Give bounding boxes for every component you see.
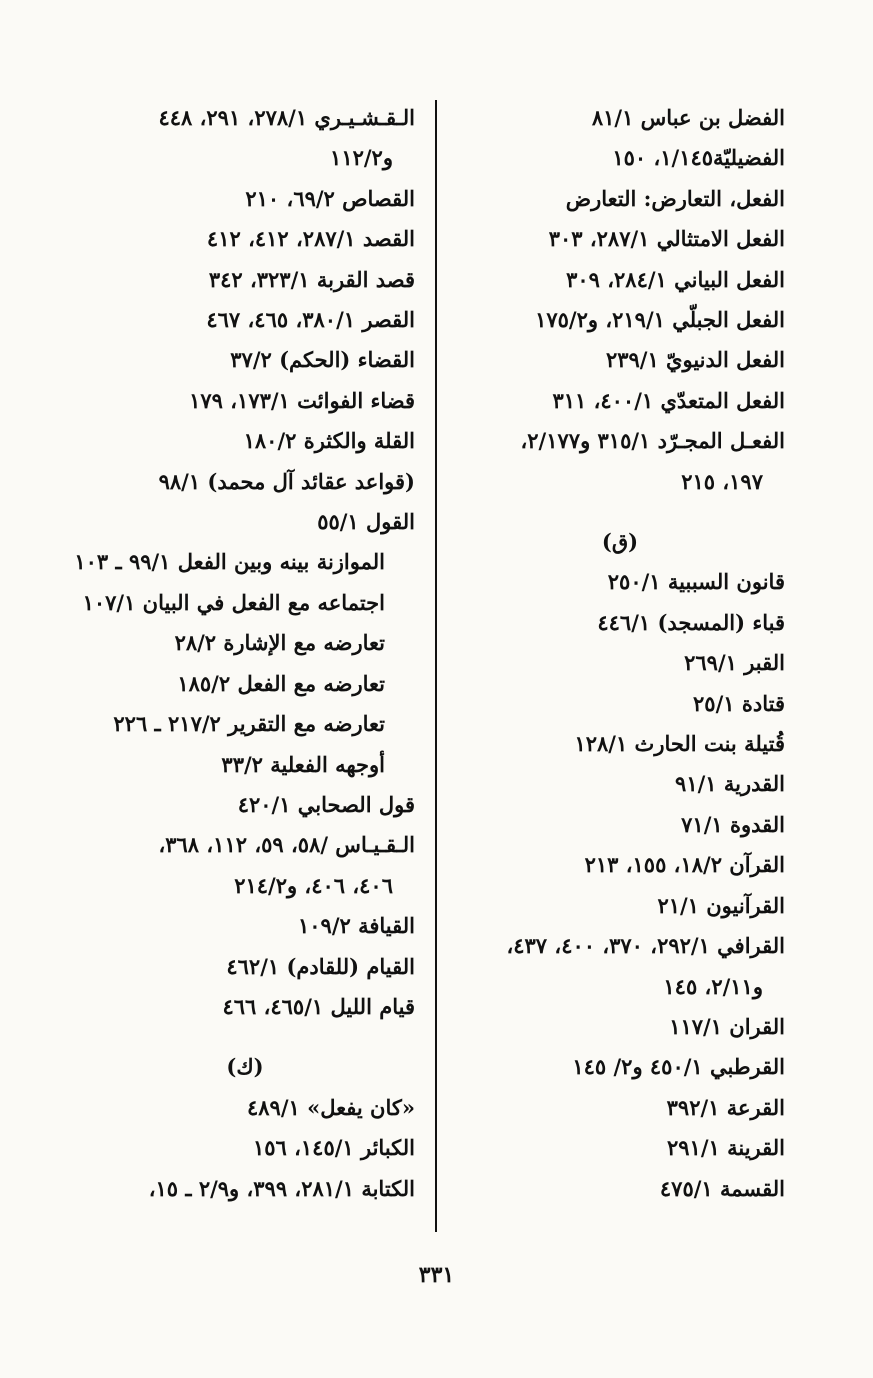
index-entry: قول الصحابي ٤٢٠/١ xyxy=(237,791,415,817)
index-entry: قيام الليل ٤٦٥/١، ٤٦٦ xyxy=(222,993,415,1019)
index-entry: (قواعد عقائد آل محمد) ٩٨/١ xyxy=(158,468,415,494)
index-entry: القرآنيون ٢١/١ xyxy=(657,892,785,918)
index-entry: «كان يفعل» ٤٨٩/١ xyxy=(247,1094,415,1120)
index-entry: الفعل الامتثالي ٢٨٧/١، ٣٠٣ xyxy=(548,226,785,252)
index-entry: قُتيلة بنت الحارث ١٢٨/١ xyxy=(574,731,785,757)
index-entry: قانون السببية ٢٥٠/١ xyxy=(607,569,785,595)
index-entry-continuation: و١١٢/٢ xyxy=(330,145,393,171)
index-entry-continuation: ٤٠٦، ٤٠٦، و٢١٤/٢ xyxy=(234,872,393,898)
index-entry: قباء (المسجد) ٤٤٦/١ xyxy=(597,609,785,635)
index-entry: الفضيليّة١/١٤٥، ١٥٠ xyxy=(612,145,785,171)
index-entry: القضاء (الحكم) ٣٧/٢ xyxy=(230,347,415,373)
index-subentry: أوجهه الفعلية ٣٣/٢ xyxy=(221,751,385,777)
index-entry: القرافي ٢٩٢/١، ٣٧٠، ٤٠٠، ٤٣٧، xyxy=(506,933,785,959)
index-entry: الـقـشـيـري ٢٧٨/١، ٢٩١، ٤٤٨ xyxy=(158,105,415,130)
index-entry: قصد القربة ٣٢٣/١، ٣٤٢ xyxy=(208,266,415,292)
index-subentry: تعارضه مع التقرير ٢١٧/٢ ـ ٢٢٦ xyxy=(113,711,385,737)
index-entry: القول ٥٥/١ xyxy=(317,509,415,535)
index-entry: القلة والكثرة ١٨٠/٢ xyxy=(243,428,415,454)
index-entry-continuation: و٢/١١، ١٤٥ xyxy=(663,973,763,999)
index-entry: قضاء الفوائت ١٧٣/١، ١٧٩ xyxy=(189,387,415,413)
index-subentry: الموازنة بينه وبين الفعل ٩٩/١ ـ ١٠٣ xyxy=(74,549,385,575)
index-entry: الفعل البياني ٢٨٤/١، ٣٠٩ xyxy=(566,266,785,292)
index-subentry: تعارضه مع الفعل ١٨٥/٢ xyxy=(177,670,385,696)
index-entry: القران ١١٧/١ xyxy=(669,1013,785,1039)
index-entry: الكتابة ٢٨١/١، ٣٩٩، و٢/٩ ـ ١٥، xyxy=(148,1175,415,1201)
index-entry: قتادة ٢٥/١ xyxy=(693,690,785,716)
index-entry: القيافة ١٠٩/٢ xyxy=(298,913,415,939)
index-entry: الفعل الجبلّي ٢١٩/١، و١٧٥/٢ xyxy=(535,307,785,333)
index-entry: القصاص ٦٩/٢، ٢١٠ xyxy=(245,185,415,211)
index-entry: القصر ٣٨٠/١، ٤٦٥، ٤٦٧ xyxy=(206,307,415,333)
index-column-right xyxy=(455,98,785,1209)
index-entry: الكبائر ١٤٥/١، ١٥٦ xyxy=(252,1135,415,1161)
index-entry: القصد ٢٨٧/١، ٤١٢، ٤١٢ xyxy=(206,226,415,252)
section-heading-kaf: (ك) xyxy=(226,1054,264,1080)
index-entry-continuation: ١٩٧، ٢١٥ xyxy=(681,468,763,494)
index-entry: الفضل بن عباس ٨١/١ xyxy=(591,105,785,130)
index-entry: القدرية ٩١/١ xyxy=(675,771,785,797)
index-entry: القدوة ٧١/١ xyxy=(681,811,785,837)
index-entry: القرآن ١٨/٢، ١٥٥، ٢١٣ xyxy=(584,852,785,878)
index-subentry: اجتماعه مع الفعل في البيان ١٠٧/١ xyxy=(82,589,385,615)
index-entry: الفعـل المجـرّد ٣١٥/١ و٢/١٧٧، xyxy=(520,428,785,454)
index-entry: الفعل المتعدّي ٤٠٠/١، ٣١١ xyxy=(552,387,785,413)
column-divider xyxy=(435,100,437,1232)
index-entry: القرعة ٣٩٢/١ xyxy=(666,1094,785,1120)
index-subentry: تعارضه مع الإشارة ٢٨/٢ xyxy=(174,630,385,656)
index-entry: القسمة ٤٧٥/١ xyxy=(659,1175,785,1201)
index-entry: القرطبي ٤٥٠/١ و٢/ ١٤٥ xyxy=(572,1054,785,1080)
index-entry: القيام (للقادم) ٤٦٢/١ xyxy=(226,953,415,979)
index-entry: الـقـيـاس /٥٨، ٥٩، ١١٢، ٣٦٨، xyxy=(158,832,415,858)
index-entry: القرينة ٢٩١/١ xyxy=(667,1135,785,1161)
section-heading-qaf: (ق) xyxy=(601,529,639,555)
index-entry: الفعل، التعارض: التعارض xyxy=(565,185,785,211)
page-number: ٣٣١ xyxy=(418,1262,455,1288)
index-entry: الفعل الدنيويّ ٢٣٩/١ xyxy=(605,347,785,373)
index-entry: القبر ٢٦٩/١ xyxy=(684,650,785,676)
index-column-left xyxy=(75,98,415,1209)
